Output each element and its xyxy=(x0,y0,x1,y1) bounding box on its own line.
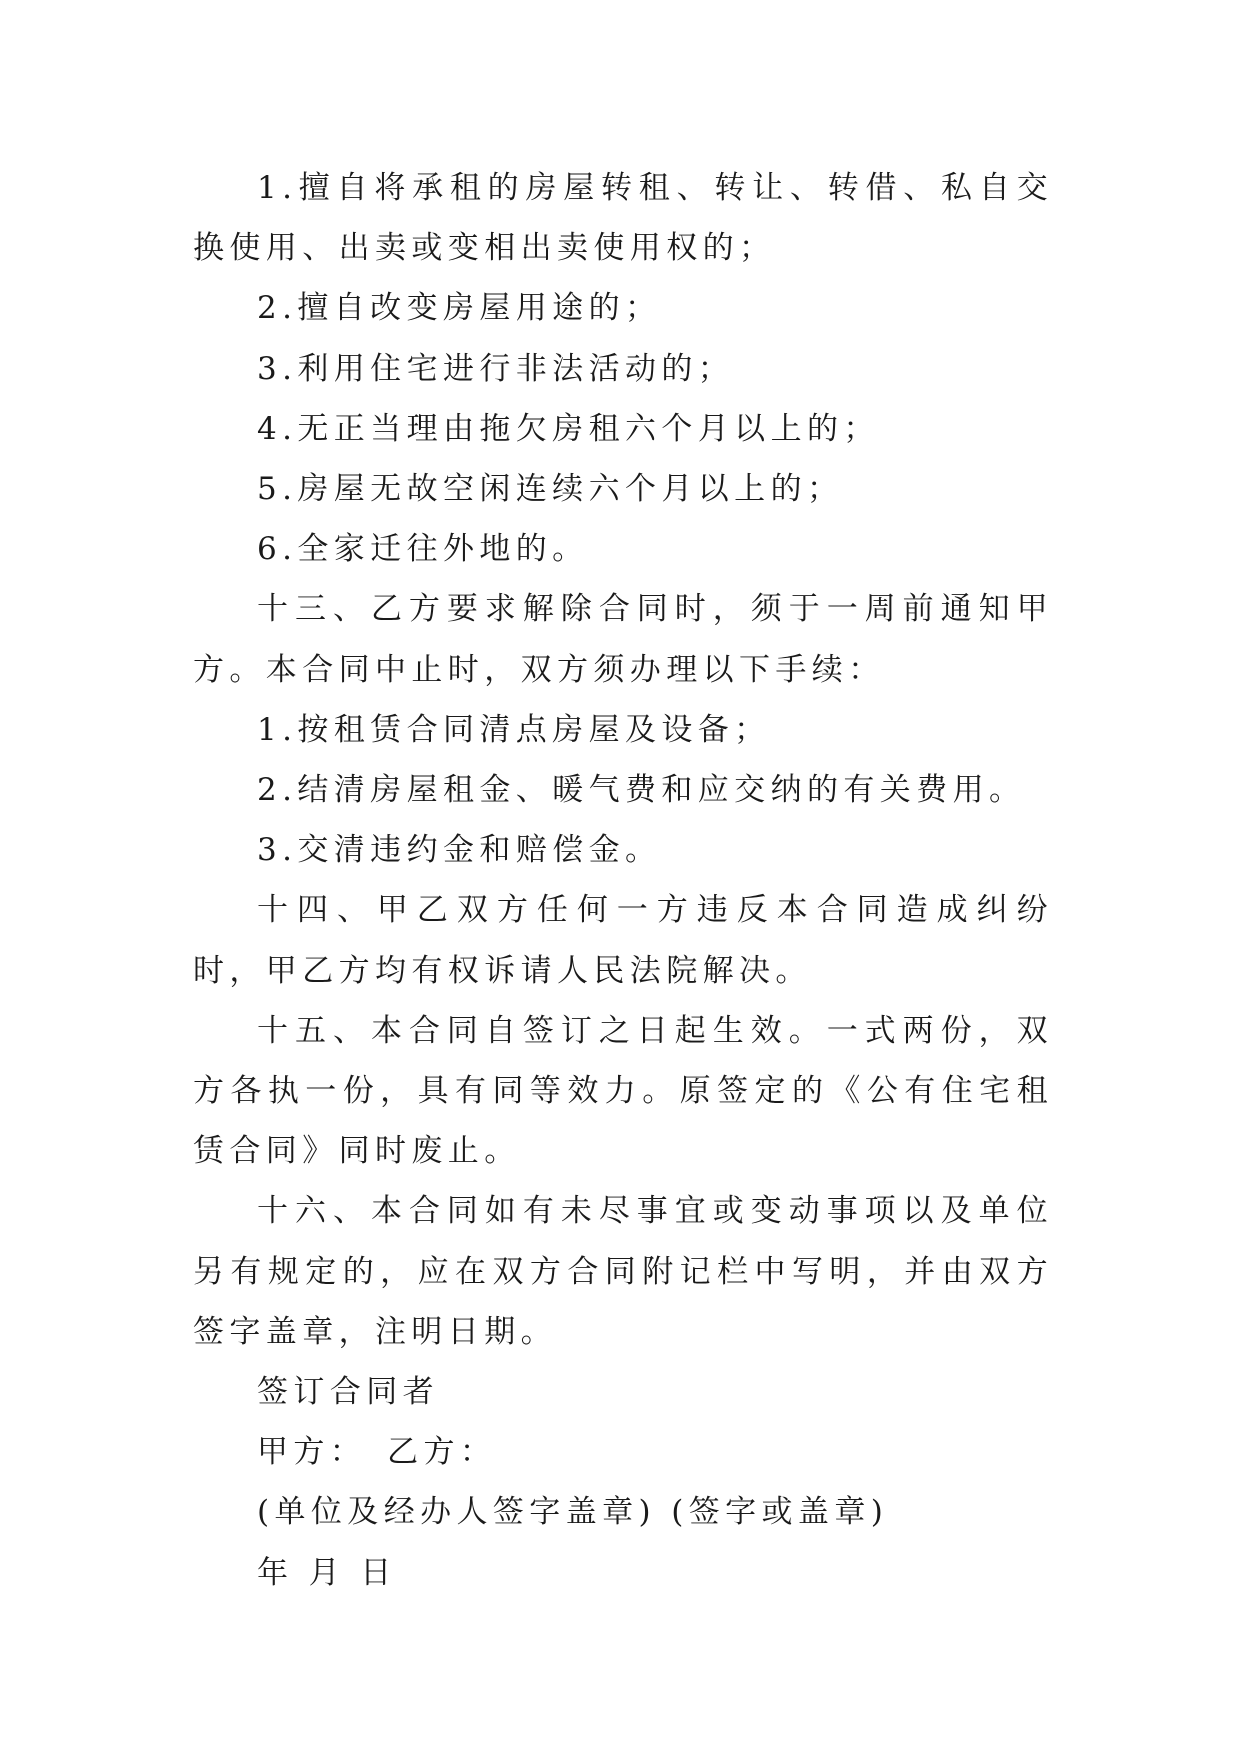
signatories-heading: 签订合同者 xyxy=(257,1374,439,1411)
clause-item-5-vacancy: 5.房屋无故空闲连续六个月以上的； xyxy=(257,471,844,508)
termination-step-1: 1.按租赁合同清点房屋及设备； xyxy=(257,711,771,748)
clause-item-3-illegal-activity: 3.利用住宅进行非法活动的； xyxy=(257,350,735,387)
signature-instructions: (单位及经办人签字盖章) (签字或盖章) xyxy=(257,1494,889,1531)
termination-step-3: 3.交清违约金和赔偿金。 xyxy=(257,832,662,869)
clause-item-1-sublet: 1.擅自将承租的房屋转租、转让、转借、私自交换使用、出卖或变相出卖使用权的； xyxy=(193,170,1053,267)
clause-13-termination: 十三、乙方要求解除合同时，须于一周前通知甲方。本合同中止时，双方须办理以下手续： xyxy=(193,591,1053,688)
clause-item-2-change-use: 2.擅自改变房屋用途的； xyxy=(257,290,662,327)
clause-14-disputes: 十四、甲乙双方任何一方违反本合同造成纠纷时，甲乙方均有权诉请人民法院解决。 xyxy=(193,892,1053,989)
termination-step-2: 2.结清房屋租金、暖气费和应交纳的有关费用。 xyxy=(257,772,1026,809)
document-body xyxy=(193,158,1053,1603)
signatory-parties: 甲方： 乙方： xyxy=(257,1434,497,1471)
clause-item-6-relocation: 6.全家迁往外地的。 xyxy=(257,531,589,568)
clause-15-effective: 十五、本合同自签订之日起生效。一式两份，双方各执一份，具有同等效力。原签定的《公有住宅租赁合同》同时废止。 xyxy=(193,1012,1053,1170)
clause-16-supplementary: 十六、本合同如有未尽事宜或变动事项以及单位另有规定的，应在双方合同附记栏中写明，并由双方签字盖章，注明日期。 xyxy=(193,1193,1053,1350)
signature-date: 年 月 日 xyxy=(257,1554,397,1591)
clause-item-4-rent-arrears: 4.无正当理由拖欠房租六个月以上的； xyxy=(257,410,880,447)
